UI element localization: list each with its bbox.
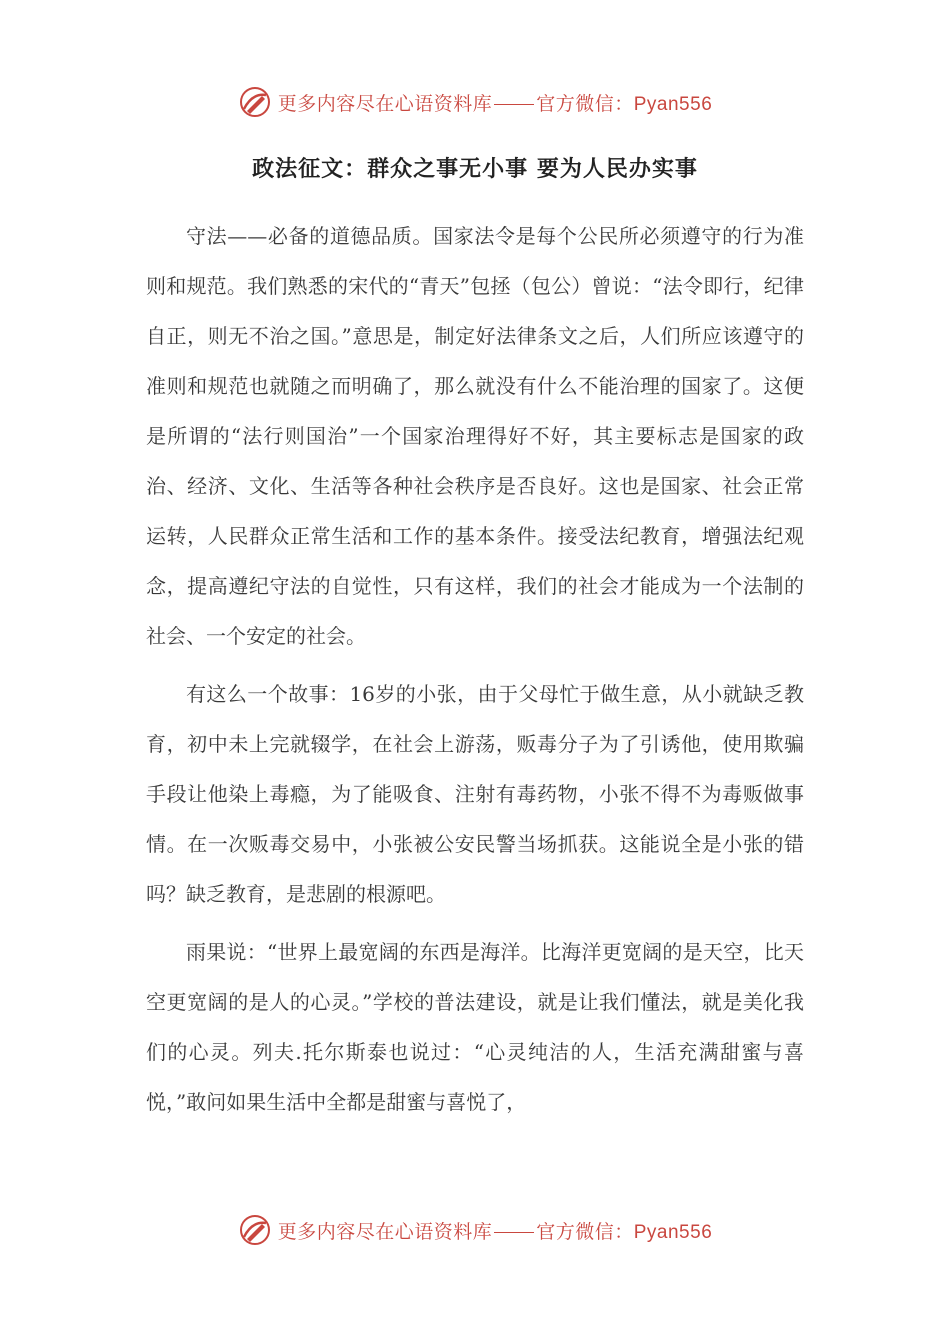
pen-logo-icon: [238, 1213, 272, 1247]
footer-banner: [0, 1212, 950, 1248]
document-body: [146, 211, 804, 1135]
paragraph: 雨果说：“世界上最宽阔的东西是海洋。比海洋更宽阔的是天空，比天空更宽阔的是人的心灵。”学校的普法建设，就是让我们懂法，就是美化我们的心灵。列夫.托尔斯泰也说过：“心灵纯洁的人，生活充满甜蜜与喜悦，”敢问如果生活中全都是甜蜜与喜悦了，: [146, 940, 804, 1114]
header-banner-handle: Pyan556: [633, 93, 713, 115]
header-banner-main: 更多内容尽在心语资料库: [277, 92, 493, 115]
header-banner-separator: [494, 104, 534, 105]
paragraph: 有这么一个故事：16岁的小张，由于父母忙于做生意，从小就缺乏教育，初中未上完就辍学，在社会上游荡，贩毒分子为了引诱他，使用欺骗手段让他染上毒瘾，为了能吸食、注射有毒药物，小张不得不为毒贩做事情。在一次贩毒交易中，小张被公安民警当场抓获。这能说全是小张的错吗？缺乏教育，是悲剧的根源吧。: [146, 682, 804, 906]
footer-banner-main: 更多内容尽在心语资料库: [277, 1220, 493, 1243]
pen-logo-icon: [238, 85, 272, 119]
document-title: 政法征文：群众之事无小事 要为人民办实事: [252, 157, 698, 182]
paragraph: 守法——必备的道德品质。国家法令是每个公民所必须遵守的行为准则和规范。我们熟悉的宋代的“青天”包拯（包公）曾说：“法令即行，纪律自正，则无不治之国。”意思是，制定好法律条文之后，人们所应该遵守的准则和规范也就随之而明确了，那么就没有什么不能治理的国家了。这便是所谓的“法行则国治”一个国家治理得好不好，其主要标志是国家的政治、经济、文化、生活等各种社会秩序是否良好。这也是国家、社会正常运转，人民群众正常生活和工作的基本条件。接受法纪教育，增强法纪观念，提高遵纪守法的自觉性，只有这样，我们的社会才能成为一个法制的社会、一个安定的社会。: [146, 224, 804, 648]
header-banner-text: [278, 89, 713, 116]
footer-banner-handle: Pyan556: [633, 1221, 713, 1243]
footer-banner-separator: [494, 1232, 534, 1233]
header-banner-sub: 官方微信：: [536, 92, 634, 115]
footer-banner-text: [278, 1217, 713, 1244]
header-banner: [0, 84, 950, 120]
footer-banner-sub: 官方微信：: [536, 1220, 634, 1243]
